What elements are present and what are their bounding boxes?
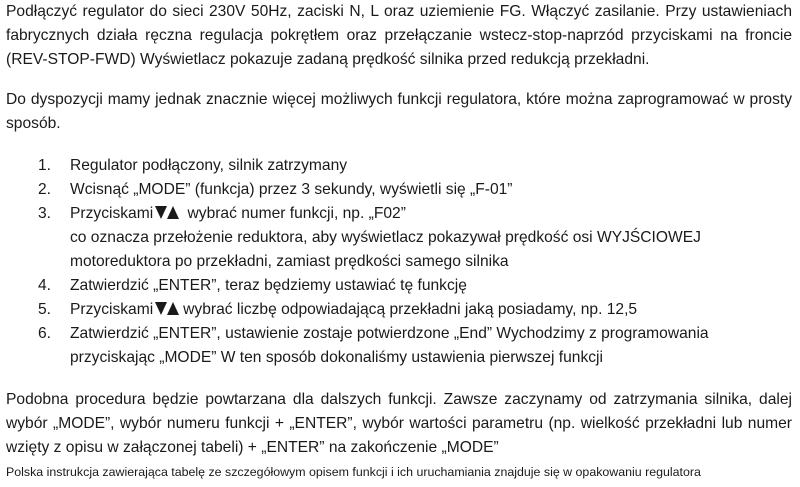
step-text-first-line bbox=[70, 298, 800, 322]
up-triangle-icon bbox=[167, 206, 179, 219]
up-triangle-icon bbox=[167, 302, 179, 315]
footnote: Polska instrukcja zawierająca tabelę ze szczegółowym opisem funkcji i ich uruchamiania znajduje się w opakowaniu regulatora bbox=[6, 465, 701, 479]
step-text-after-icons: wybrać numer funkcji, np. „F02” bbox=[183, 205, 406, 222]
step-text: Zatwierdzić „ENTER”, teraz będziemy ustawiać tę funkcję bbox=[70, 277, 467, 294]
summary-paragraph: Podobna procedura będzie powtarzana dla dalszych funkcji. Zawsze zaczynamy od zatrzymania silnika, dalej wybór „MODE”, wybór numeru funkcji + „ENTER”, wybór wartości parametru (np. wielkość przekładni lub numer wzięty z opisu w załączonej tabeli) + „ENTER” na zakończenie „MODE” bbox=[6, 391, 792, 456]
step-text: Regulator podłączony, silnik zatrzymany bbox=[70, 157, 348, 174]
step-number: 5. bbox=[38, 301, 52, 318]
step-number: 2. bbox=[38, 181, 52, 198]
step-item-6 bbox=[0, 322, 800, 370]
step-text: Zatwierdzić „ENTER”, ustawienie zostaje potwierdzone „End” Wychodzimy z programowania bbox=[70, 325, 709, 342]
step-text-first-line bbox=[70, 202, 800, 226]
step-number: 6. bbox=[38, 325, 52, 342]
step-number: 3. bbox=[38, 205, 52, 222]
step-item-2 bbox=[0, 178, 800, 202]
step-text: motoreduktora po przekładni, zamiast prędkości samego silnika bbox=[70, 253, 509, 270]
step-text-prefix: Przyciskami bbox=[70, 205, 154, 222]
step-item-3 bbox=[0, 202, 800, 274]
step-number: 4. bbox=[38, 277, 52, 294]
intro-paragraph: Podłączyć regulator do sieci 230V 50Hz, zaciski N, L oraz uziemienie FG. Włączyć zasilanie. Przy ustawieniach fabrycznych działa ręczna regulacja pokrętłem oraz przełączanie wstecz-stop-naprzód przyciskami na froncie (REV-STOP-FWD) Wyświetlacz pokazuje zadaną prędkość silnika przed redukcją przekładni. bbox=[6, 3, 792, 68]
step-text: co oznacza przełożenie reduktora, aby wyświetlacz pokazywał prędkość osi WYJŚCIOWEJ bbox=[70, 229, 701, 246]
down-triangle-icon bbox=[155, 206, 167, 219]
down-triangle-icon bbox=[155, 302, 167, 315]
step-number: 1. bbox=[38, 157, 52, 174]
functions-intro-paragraph: Do dyspozycji mamy jednak znacznie więcej możliwych funkcji regulatora, które można zaprogramować w prosty sposób. bbox=[6, 91, 792, 132]
step-item-1 bbox=[0, 154, 800, 178]
programming-steps-list bbox=[0, 154, 800, 370]
step-text-prefix: Przyciskami bbox=[70, 301, 154, 318]
step-text: przyciskając „MODE” W ten sposób dokonaliśmy ustawienia pierwszej funkcji bbox=[70, 349, 603, 366]
step-item-5 bbox=[0, 298, 800, 322]
step-text: Wcisnąć „MODE” (funkcja) przez 3 sekundy, wyświetli się „F-01” bbox=[70, 181, 513, 198]
step-item-4 bbox=[0, 274, 800, 298]
step-text-after-icons: wybrać liczbę odpowiadającą przekładni jaką posiadamy, np. 12,5 bbox=[183, 301, 638, 318]
